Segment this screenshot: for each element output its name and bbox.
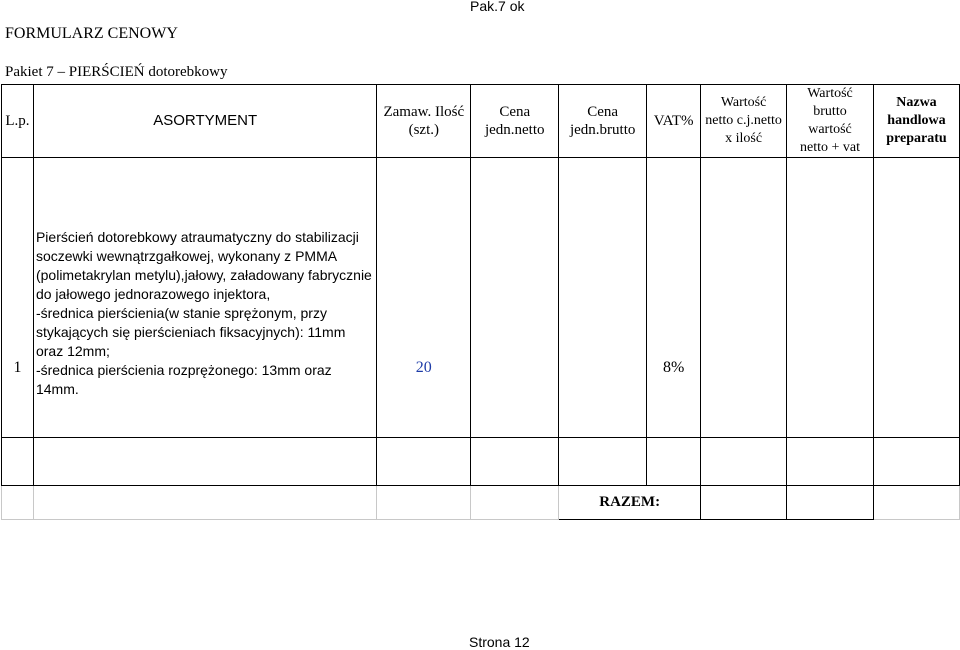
row-lp-value: 1	[13, 359, 22, 376]
empty-cell	[33, 438, 376, 486]
empty-cell	[2, 438, 34, 486]
total-net-value	[701, 486, 787, 520]
header-net-value: Wartość netto c.j.netto x ilość	[701, 85, 787, 158]
row-net-value	[701, 158, 787, 438]
table-row	[2, 158, 960, 438]
row-trade-name	[873, 158, 959, 438]
empty-cell	[471, 438, 559, 486]
header-row	[2, 85, 960, 158]
package-title: Pakiet 7 – PIERŚCIEŃ dotorebkowy	[5, 64, 228, 80]
row-gross-value	[787, 158, 874, 438]
empty-cell	[873, 438, 959, 486]
row-description: Pierścień dotorebkowy atraumatyczny do stabilizacji soczewki wewnątrzgałkowej, wykonany z PMMA (polimetakrylan metylu),jałowy, załadowany fabrycznie do jałowego jednorazowego injektora, -średnica pierścienia(w stanie sprężonym, przy stykających się pierścieniach fiksacyjnych): 11mm oraz 12mm; -średnica pierścienia rozprężonego: 13mm oraz 14mm.	[35, 229, 372, 397]
total-empty-cell	[377, 486, 471, 520]
header-asortyment: ASORTYMENT	[33, 85, 376, 158]
header-quantity: Zamaw. Ilość (szt.)	[377, 85, 471, 158]
header-vat: VAT%	[647, 85, 701, 158]
empty-cell	[701, 438, 787, 486]
row-description-cell	[33, 158, 376, 438]
row-unit-net-price	[471, 158, 559, 438]
empty-cell	[787, 438, 874, 486]
header-trade-name: Nazwa handlowa preparatu	[873, 85, 959, 158]
header-gross-value: Wartość brutto wartość netto + vat	[787, 85, 874, 158]
row-lp	[2, 158, 34, 438]
row-unit-gross-price	[559, 158, 647, 438]
empty-cell	[559, 438, 647, 486]
total-row	[2, 486, 960, 520]
package-status-label: Pak.7 ok	[470, 0, 525, 14]
empty-cell	[377, 438, 471, 486]
header-unit-net-price: Cena jedn.netto	[471, 85, 559, 158]
total-empty-cell	[471, 486, 559, 520]
row-quantity: 20	[415, 359, 432, 376]
row-quantity-cell	[377, 158, 471, 438]
empty-cell	[647, 438, 701, 486]
page-footer: Strona 12	[469, 634, 530, 650]
total-empty-cell	[33, 486, 376, 520]
empty-row	[2, 438, 960, 486]
total-label: RAZEM:	[559, 486, 701, 520]
total-empty-cell	[2, 486, 34, 520]
row-vat: 8%	[662, 359, 685, 376]
total-gross-value	[787, 486, 874, 520]
price-table	[1, 84, 960, 520]
header-lp: L.p.	[2, 85, 34, 158]
total-empty-cell	[873, 486, 959, 520]
row-vat-cell	[647, 158, 701, 438]
form-title: FORMULARZ CENOWY	[5, 25, 178, 42]
header-unit-gross-price: Cena jedn.brutto	[559, 85, 647, 158]
